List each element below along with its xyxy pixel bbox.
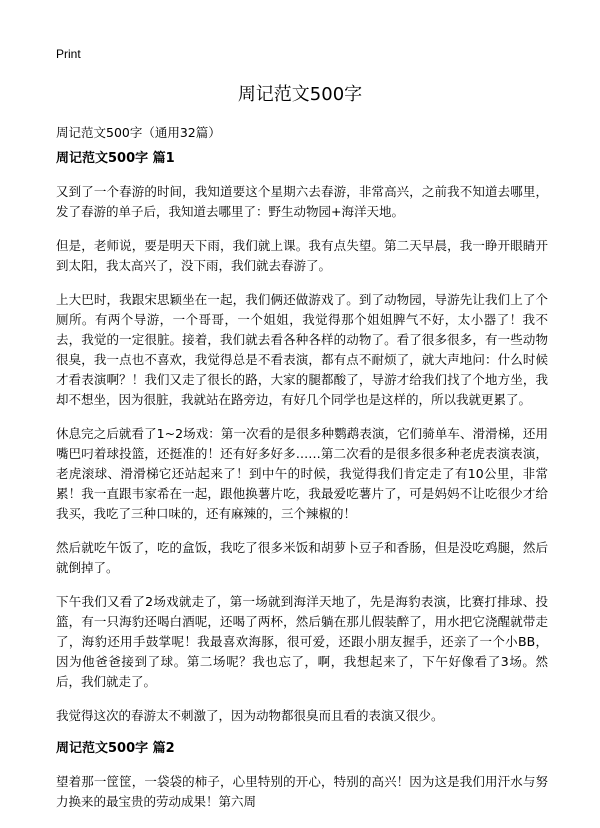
article-body bbox=[56, 150, 548, 826]
paragraph: 然后就吃午饭了，吃的盒饭，我吃了很多米饭和胡萝卜豆子和香肠，但是没吃鸡腿，然后就倒掉了。 bbox=[56, 540, 548, 575]
paragraph: 上大巴时，我跟宋思颖坐在一起，我们俩还做游戏了。到了动物园，导游先让我们上了个厕所。有两个导游，一个哥哥，一个姐姐，我觉得那个姐姐脾气不好，太小器了！我不去，我觉的一定很脏。接着，我们就去看各种各样的动物了。看了很多很多，有一些动物很臭，我一点也不喜欢，我觉得总是不看表演，都有点不耐烦了，就大声地问：什么时候才看表演啊？！我们又走了很长的路，大家的腿都酸了，导游才给我们找了个地方坐，我却不想坐，因为很脏，我就站在路旁边，有好几个同学也是这样的，所以我就更累了。 bbox=[56, 292, 548, 407]
paragraph: 我觉得这次的春游太不刺激了，因为动物都很臭而且看的表演又很少。 bbox=[56, 708, 444, 723]
paragraph: 但是，老师说，要是明天下雨，我们就上课。我有点失望。第二天早晨，我一睁开眼睛开到太阳，我太高兴了，没下雨，我们就去春游了。 bbox=[56, 238, 548, 273]
paragraph: 望着那一筐筐，一袋袋的柿子，心里特别的开心，特别的高兴！因为这是我们用汗水与努力换来的最宝贵的劳动成果！第六周 bbox=[56, 774, 548, 809]
paragraph: 下午我们又看了2场戏就走了，第一场就到海洋天地了，先是海豹表演，比赛打排球、投篮，有一只海豹还喝白酒呢，还喝了两杯，然后躺在那儿假装醉了，用水把它浇醒就带走了，海豹还用手鼓掌呢！我最喜欢海豚，很可爱，还跟小朋友握手，还亲了一个小BB，因为他爸爸接到了球。第二场呢？我也忘了，啊，我想起来了，下午好像看了3场。然后，我们就走了。 bbox=[56, 594, 548, 689]
paragraph: 休息完之后就看了1~2场戏：第一次看的是很多种鹦鹉表演，它们骑单车、滑滑梯，还用嘴巴叼着球投篮，还挺准的！还有好多好多……第二次看的是很多很多种老虎表演表演，老虎滚球、滑滑梯它还站起来了！到中午的时候，我觉得我们肯定走了有10公里，非常累！我一直跟韦家希在一起，跟他换薯片吃，我最爱吃薯片了，可是妈妈不让吃很少才给我买，我吃了三种口味的，还有麻辣的，三个辣椒的！ bbox=[56, 426, 548, 521]
document-subtitle: 周记范文500字（通用32篇） bbox=[56, 125, 221, 140]
page-title: 周记范文500字 bbox=[237, 84, 363, 105]
section-heading: 周记范文500字 篇1 bbox=[56, 151, 175, 166]
section-heading: 周记范文500字 篇2 bbox=[56, 741, 175, 756]
paragraph: 又到了一个春游的时间，我知道要这个星期六去春游，非常高兴，之前我不知道去哪里，发了春游的单子后，我知道去哪里了：野生动物园+海洋天地。 bbox=[56, 184, 548, 219]
print-link[interactable]: Print bbox=[56, 47, 81, 61]
